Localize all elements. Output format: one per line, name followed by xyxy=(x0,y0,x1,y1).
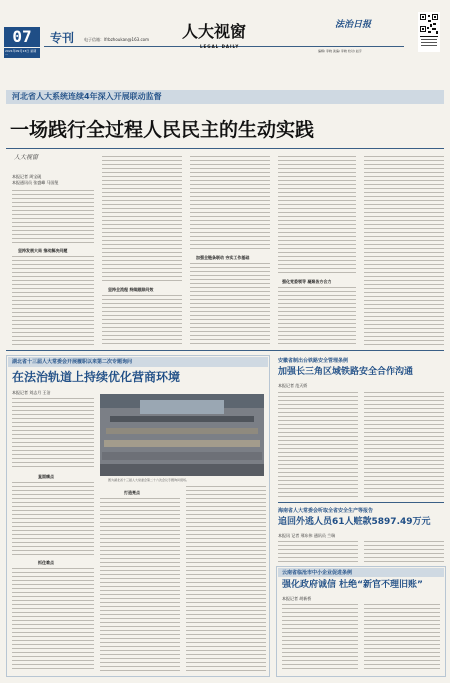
masthead-english: LEGAL DAILY xyxy=(200,44,240,49)
photo-caption: 图为湖北省十三届人大常委会第二十六次会议专题询问现场。 xyxy=(108,478,190,482)
meeting-photo xyxy=(100,394,264,476)
column-tag: 人大视窗 xyxy=(14,154,39,161)
hainan-col1-text xyxy=(278,541,358,563)
hubei-col1-text-b xyxy=(12,482,94,556)
lead-kicker: 河北省人大系统连续4年深入开展联动监督 xyxy=(12,92,162,101)
lead-col2-text xyxy=(102,156,182,284)
lead-bottom-rule xyxy=(6,350,444,351)
lead-subhead-4: 强化党委领导 凝聚各方合力 xyxy=(282,279,332,284)
page-number-box xyxy=(4,27,40,47)
hainan-byline: 本报讯 记者 邢东伟 通讯员 兰瑞 xyxy=(278,533,336,538)
hubei-subhead-3: 打造亮点 xyxy=(124,490,140,495)
lead-col4-text-b xyxy=(278,287,356,347)
hubei-col3-text xyxy=(186,486,266,672)
lead-byline-2: 本报通讯员 张盛峰 马国玺 xyxy=(12,180,59,185)
editor-credits: 编辑/ 李晓 美编/ 李晓 校对/ 赵宇 xyxy=(318,49,362,53)
lead-col2-text-b xyxy=(102,295,182,347)
anhui-col2-text xyxy=(364,392,444,498)
page-number: 07 xyxy=(12,27,32,46)
hubei-col1-text xyxy=(12,398,94,470)
brand-calligraphy: 法治日报 xyxy=(335,20,372,30)
yunnan-headline: 强化政府诚信 杜绝“新官不理旧账” xyxy=(282,580,423,590)
lead-subhead-3: 加强全链条联动 夯实工作基础 xyxy=(196,255,250,260)
hubei-byline: 本报记者 刘志月 王洁 xyxy=(12,390,51,395)
lead-headline: 一场践行全过程人民民主的生动实践 xyxy=(10,119,315,141)
anhui-kicker: 安徽省制出台铁路安全管理条例 xyxy=(278,358,349,364)
anhui-bottom-rule xyxy=(278,502,444,503)
lead-col1-text-b xyxy=(12,256,94,346)
hubei-subhead-1: 直面痛点 xyxy=(38,474,54,479)
hubei-col1-text-c xyxy=(12,568,94,672)
email-label: 电子信箱： xyxy=(84,37,104,42)
yunnan-col2-text xyxy=(364,604,440,672)
hubei-headline: 在法治轨道上持续优化营商环境 xyxy=(12,370,181,384)
email-address: lfrbzhoukan@163.com xyxy=(104,37,150,42)
hubei-subhead-2: 抓住难点 xyxy=(38,560,54,565)
lead-col5-text xyxy=(364,156,444,347)
yunnan-col1-text xyxy=(282,604,358,672)
lead-headline-rule xyxy=(6,148,444,149)
qr-code-icon xyxy=(418,12,440,52)
lead-col3-text-b xyxy=(190,263,270,347)
lead-col1-text xyxy=(12,190,94,244)
anhui-col1-text xyxy=(278,392,358,498)
page-date: 2021年09月13日 星期一 xyxy=(5,49,37,57)
lead-col3-text xyxy=(190,156,270,252)
hubei-kicker: 湖北省十三届人大常委会开展履职以来第二次专题询问 xyxy=(12,359,133,365)
yunnan-kicker: 云南省临沧市中小企业促进条例 xyxy=(282,570,353,576)
hainan-col2-text xyxy=(364,541,444,563)
anhui-byline: 本报记者 范天娇 xyxy=(278,383,308,388)
lead-col4-text xyxy=(278,156,356,276)
yunnan-byline: 本报记者 胡新桥 xyxy=(282,596,312,601)
lead-subhead-2: 坚持全流程 持续跟踪问效 xyxy=(108,287,154,292)
lead-subhead-1: 坚持发展大局 推动解决问题 xyxy=(18,248,68,253)
section-label: 专刊 xyxy=(50,31,75,45)
anhui-headline: 加强长三角区域铁路安全合作沟通 xyxy=(278,367,414,377)
masthead-title: 人大视窗 xyxy=(182,22,247,41)
hainan-kicker: 海南省人大常委会听取全省安全生产等报告 xyxy=(278,508,374,514)
email-line xyxy=(84,37,149,42)
hainan-headline: 追回外逃人员61人赃款5897.49万元 xyxy=(278,517,431,527)
hubei-col2-text xyxy=(100,498,180,672)
lead-byline-1: 本报记者 周宝砚 xyxy=(12,174,42,179)
